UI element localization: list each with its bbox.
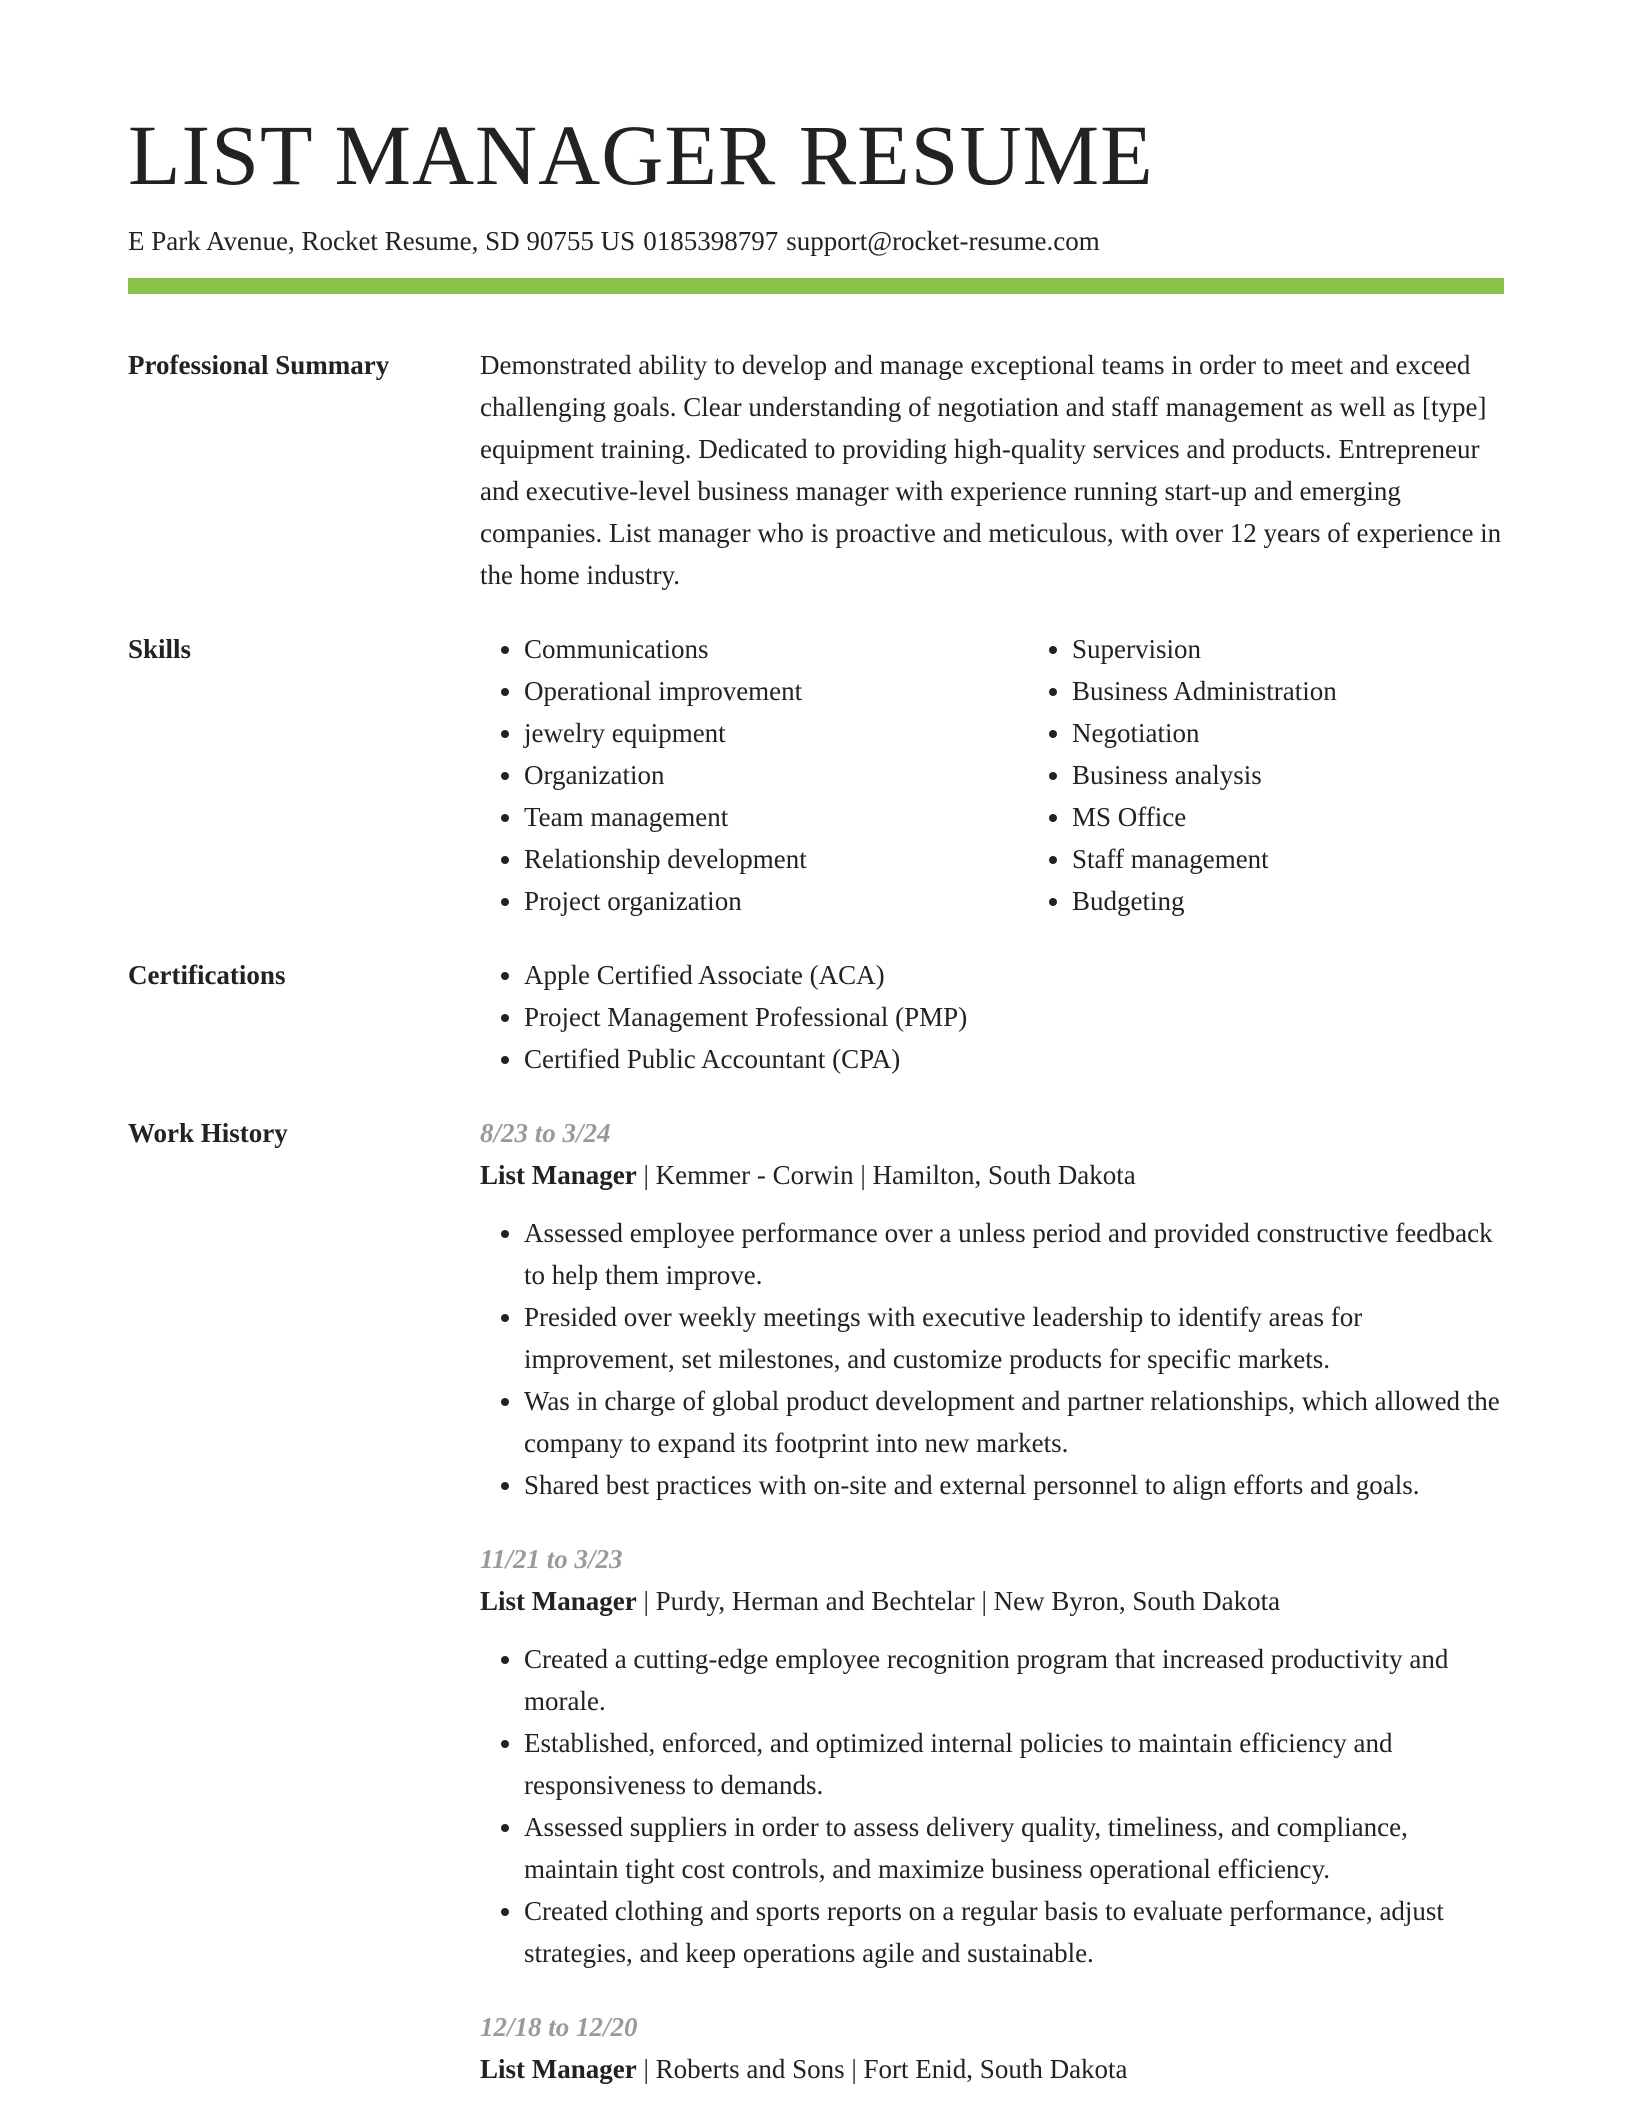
- summary-text: Demonstrated ability to develop and manage exceptional teams in order to meet and exceed challenging goals. Clear understanding of negotiation and staff management as well as [type] equipment training. Dedicated to providing high-quality services and products. Entrepreneur and executive-level business manager with experience running start-up and emerging companies. List manager who is proactive and meticulous, with over 12 years of experience in the home industry.: [480, 350, 1502, 591]
- job-entry: [480, 1538, 1504, 1974]
- certification-item: • Apple Certified Associate (ACA): [524, 954, 1504, 996]
- contact-line: [128, 224, 1504, 259]
- job-bullet: • Assessed suppliers in order to assess delivery quality, timeliness, and compliance, maintain tight cost controls, and maximize business operational efficiency.: [524, 1806, 1504, 1890]
- job-title-line: [480, 2048, 1504, 2090]
- skill-item: • jewelry equipment: [524, 712, 1028, 754]
- certification-item: • Certified Public Accountant (CPA): [524, 1038, 1504, 1080]
- contact-address: E Park Avenue, Rocket Resume, SD 90755 US: [128, 226, 636, 256]
- job-title: List Manager: [480, 1160, 637, 1191]
- resume-title: LIST MANAGER RESUME: [128, 107, 1154, 203]
- skill-item: • Negotiation: [1072, 712, 1576, 754]
- certifications-section: [128, 954, 1504, 1080]
- skill-item: • Business analysis: [1072, 754, 1576, 796]
- job-bullet: • Created clothing and sports reports on a regular basis to evaluate performance, adjust strategies, and keep operations agile and sustainable.: [524, 1890, 1504, 1974]
- skill-item: • Operational improvement: [524, 670, 1028, 712]
- summary-section: [128, 344, 1504, 596]
- skill-item: • MS Office: [1072, 796, 1576, 838]
- skill-item: • Business Administration: [1072, 670, 1576, 712]
- skill-item: • Organization: [524, 754, 1028, 796]
- work-history-body: [480, 1112, 1504, 2122]
- job-details: | Purdy, Herman and Bechtelar | New Byron, South Dakota: [636, 1586, 1281, 1617]
- skills-grid: [480, 628, 1576, 922]
- accent-divider: [128, 278, 1504, 294]
- work-history-section: [128, 1112, 1504, 2122]
- certifications-list: [480, 954, 1504, 1080]
- skill-item: • Supervision: [1072, 628, 1576, 670]
- skills-body: [480, 628, 1576, 922]
- certification-item: • Project Management Professional (PMP): [524, 996, 1504, 1038]
- job-details: | Roberts and Sons | Fort Enid, South Dakota: [636, 2054, 1128, 2085]
- skill-item: • Project organization: [524, 880, 1028, 922]
- job-title-line: [480, 1154, 1504, 1196]
- job-dates: 12/18 to 12/20: [480, 2012, 638, 2043]
- job-bullet: • Was in charge of global product development and partner relationships, which allowed the company to expand its footprint into new markets.: [524, 1380, 1504, 1464]
- skill-item: • Team management: [524, 796, 1028, 838]
- skills-label: Skills: [128, 634, 192, 665]
- job-title: List Manager: [480, 1586, 637, 1617]
- job-bullet: • Created a cutting-edge employee recognition program that increased productivity and morale.: [524, 1638, 1504, 1722]
- skills-left-list: [480, 628, 1028, 922]
- job-bullet: • Assessed employee performance over a unless period and provided constructive feedback to help them improve.: [524, 1212, 1504, 1296]
- job-dates: 11/21 to 3/23: [480, 1544, 623, 1575]
- skill-item: • Communications: [524, 628, 1028, 670]
- job-bullets: [480, 1638, 1504, 1974]
- contact-email: support@rocket-resume.com: [786, 226, 1100, 256]
- skills-section: [128, 628, 1504, 922]
- job-title: List Manager: [480, 2054, 637, 2085]
- skill-item: • Relationship development: [524, 838, 1028, 880]
- job-bullet: • Shared best practices with on-site and external personnel to align efforts and goals.: [524, 1464, 1504, 1506]
- job-title-line: [480, 1580, 1504, 1622]
- summary-label: Professional Summary: [128, 350, 390, 381]
- job-bullet: • Established, enforced, and optimized internal policies to maintain efficiency and responsiveness to demands.: [524, 1722, 1504, 1806]
- skill-item: • Budgeting: [1072, 880, 1576, 922]
- job-entry: [480, 1112, 1504, 1506]
- skill-item: • Staff management: [1072, 838, 1576, 880]
- job-bullet: • Presided over weekly meetings with executive leadership to identify areas for improvement, set milestones, and customize products for specific markets.: [524, 1296, 1504, 1380]
- job-dates: 8/23 to 3/24: [480, 1118, 611, 1149]
- skills-right-list: [1028, 628, 1576, 922]
- job-bullets: [480, 1212, 1504, 1506]
- contact-phone: 0185398797: [643, 226, 779, 256]
- work-history-label: Work History: [128, 1118, 288, 1149]
- job-details: | Kemmer - Corwin | Hamilton, South Dakota: [636, 1160, 1136, 1191]
- job-entry: [480, 2006, 1504, 2090]
- certifications-body: [480, 954, 1504, 1080]
- certifications-label: Certifications: [128, 960, 286, 991]
